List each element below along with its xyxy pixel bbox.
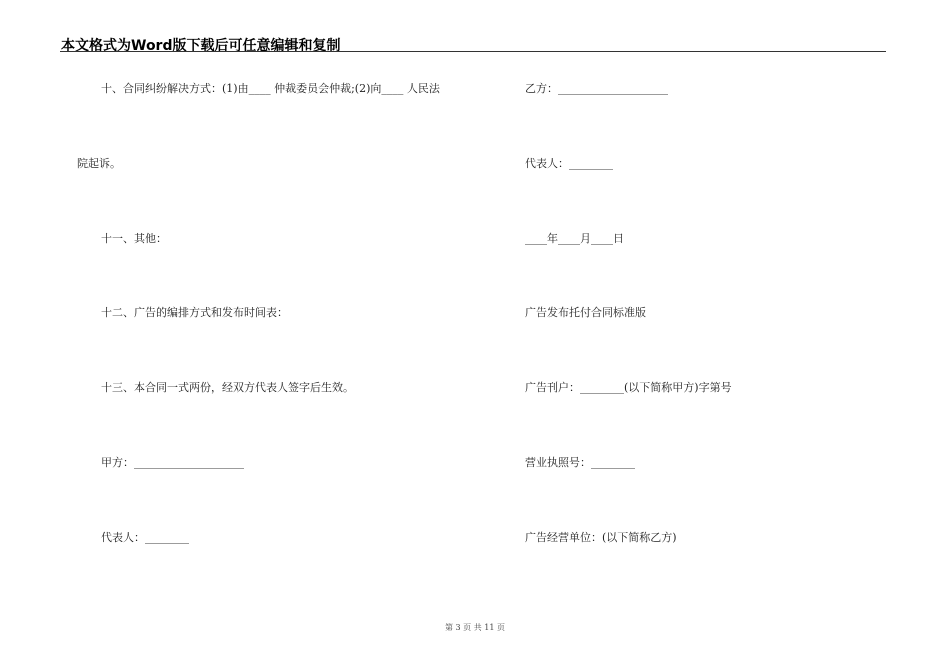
ad-agency-field: 广告经营单位：(以下简称乙方)	[525, 531, 677, 544]
page-number: 第 3 页 共 11 页	[445, 623, 505, 632]
advertiser-field: 广告刊户：________(以下简称甲方)字第号	[525, 381, 732, 394]
contract-template-title: 广告发布托付合同标准版	[525, 306, 646, 319]
party-b-representative-field: 代表人：________	[525, 157, 613, 170]
party-a-representative-field: 代表人：________	[101, 531, 189, 544]
clause-12: 十二、广告的编排方式和发布时间表：	[101, 306, 288, 319]
party-a-field: 甲方：____________________	[101, 456, 244, 469]
clause-10-continuation: 院起诉。	[77, 157, 121, 170]
clause-11: 十一、其他：	[101, 232, 167, 245]
business-license-field: 营业执照号：________	[525, 456, 635, 469]
clause-10-line: 十、合同纠纷解决方式：(1)由____ 仲裁委员会仲裁;(2)向____ 人民法	[101, 82, 440, 95]
party-b-field: 乙方：____________________	[525, 82, 668, 95]
header-divider	[60, 51, 886, 52]
document-header-title: 本文格式为Word版下载后可任意编辑和复制	[61, 38, 341, 54]
date-field: ____年____月____日	[525, 232, 624, 245]
clause-13: 十三、本合同一式两份，经双方代表人签字后生效。	[101, 381, 354, 394]
